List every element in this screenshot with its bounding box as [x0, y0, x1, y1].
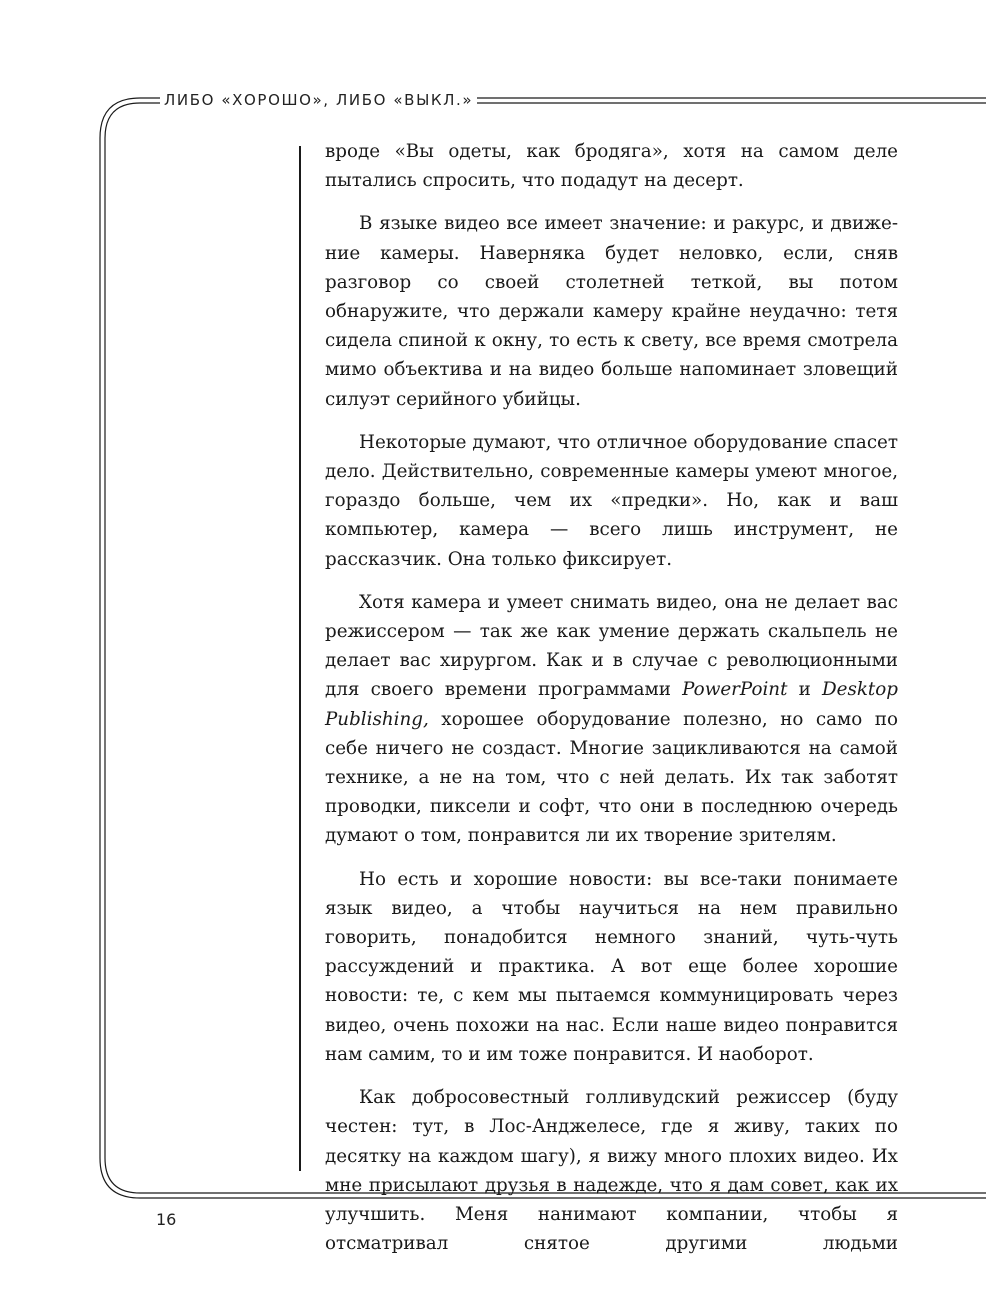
vertical-rule [299, 146, 301, 1171]
paragraph: вроде «Вы одеты, как бродяга», хотя на самом деле пытались спросить, что подадут на десерт. [325, 141, 898, 192]
paragraph [325, 588, 898, 851]
text-run: хорошее оборудование полезно, но само по себе ничего не создаст. Многие зацикливаются на самой технике, а не на том, что с ней делать. Их так заботят проводки, пиксели и софт, что они в последнюю очередь думают о том, понравится ли их творение зрителям. [325, 708, 898, 847]
body-text [325, 137, 898, 1272]
italic-term: Desktop Publishing, [325, 679, 898, 730]
paragraph: Как добросовестный голливудский режиссер (буду честен: тут, в Лос-Анджелесе, где я живу, таких по десятку на каждом шагу), я вижу много плохих видео. Их мне присылают друзья в надежде, что я дам совет, как их улучшить. Меня нанимают компании, чтобы я отсматривал снятое другими людьми [325, 1087, 898, 1255]
page-number: 16 [156, 1210, 177, 1229]
running-head: ЛИБО «ХОРОШО», ЛИБО «ВЫКЛ.» [160, 91, 477, 109]
text-run: Хотя камера и умеет снимать видео, она не делает вас режиссером — так же как умение держать скальпель не делает вас хирургом. Как и в случае с революционными для своего времени программами [325, 591, 898, 701]
paragraph: Но есть и хорошие новости: вы все-таки понимаете язык видео, а чтобы научиться на нем правильно говорить, понадобится немного знаний, чуть-чуть рассуждений и практика. А вот еще более хорошие новости: те, с кем мы пытаемся коммуницировать через видео, очень похожи на нас. Если наше видео понравится нам самим, то и им тоже понравится. И наоборот. [325, 868, 898, 1065]
paragraph: Некоторые думают, что отличное оборудование спасет дело. Действительно, современные камеры умеют многое, гораздо больше, чем их «предки». Но, как и ваш компьютер, камера — всего лишь инструмент, не рассказчик. Она только фиксирует. [325, 431, 898, 570]
text-run: и [787, 679, 822, 701]
paragraph: В языке видео все имеет значение: и ракурс, и движение камеры. Наверняка будет неловко, если, сняв разговор со своей столетней теткой, вы потом обнаружите, что держали камеру крайне неудачно: тетя сидела спиной к окну, то есть к свету, все время смотрела мимо объектива и на видео больше напоминает зловещий силуэт серийного убийцы. [325, 213, 898, 410]
italic-term: PowerPoint [682, 679, 788, 701]
